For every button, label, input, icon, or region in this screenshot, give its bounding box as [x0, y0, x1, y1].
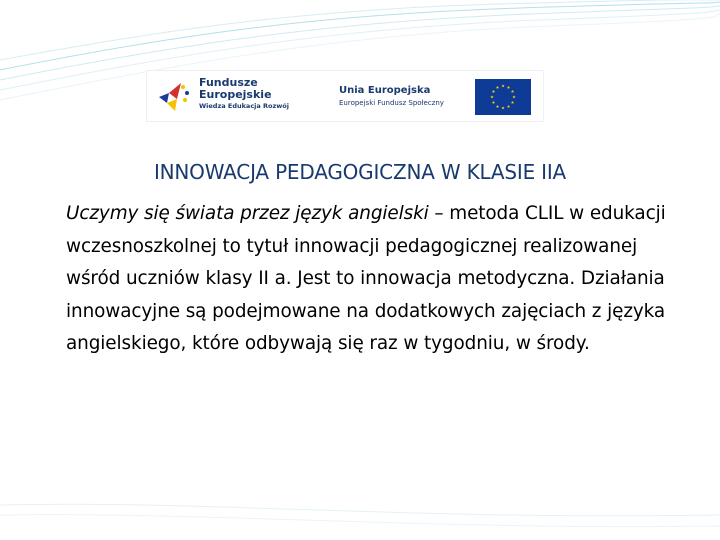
- page-title: INNOWACJA PEDAGOGICZNA W KLASIE IIA: [153, 160, 567, 184]
- fundusze-europejskie-text: [199, 77, 289, 111]
- program-name-line: Wiedza Edukacja Rozwój: [199, 102, 290, 110]
- body-paragraph: [66, 198, 686, 361]
- innovation-name: Uczymy się świata przez język angielski: [66, 203, 429, 224]
- fundusze-europejskie-flag-icon: [155, 75, 195, 115]
- fundusze-line: Fundusze: [199, 76, 258, 89]
- eu-flag-icon: [475, 79, 531, 115]
- unia-europejska-line: Unia Europejska: [339, 85, 431, 96]
- body-text-rest: – metoda CLIL w edukacji wczesnoszkolnej to tytuł innowacji pedagogicznej realizowanej wśród uczniów klasy II a. Jest to innowacja metodyczna. Działania innowacyjne są podejmowane na dodatkowych zajęciach z języka angielskiego, które odbywają się raz w tygodniu, w środy.: [66, 203, 666, 354]
- unia-europejska-text: [339, 85, 444, 108]
- efs-line: Europejski Fundusz Społeczny: [339, 99, 444, 107]
- logo-bar: [146, 70, 544, 122]
- europejskie-line: Europejskie: [199, 88, 272, 101]
